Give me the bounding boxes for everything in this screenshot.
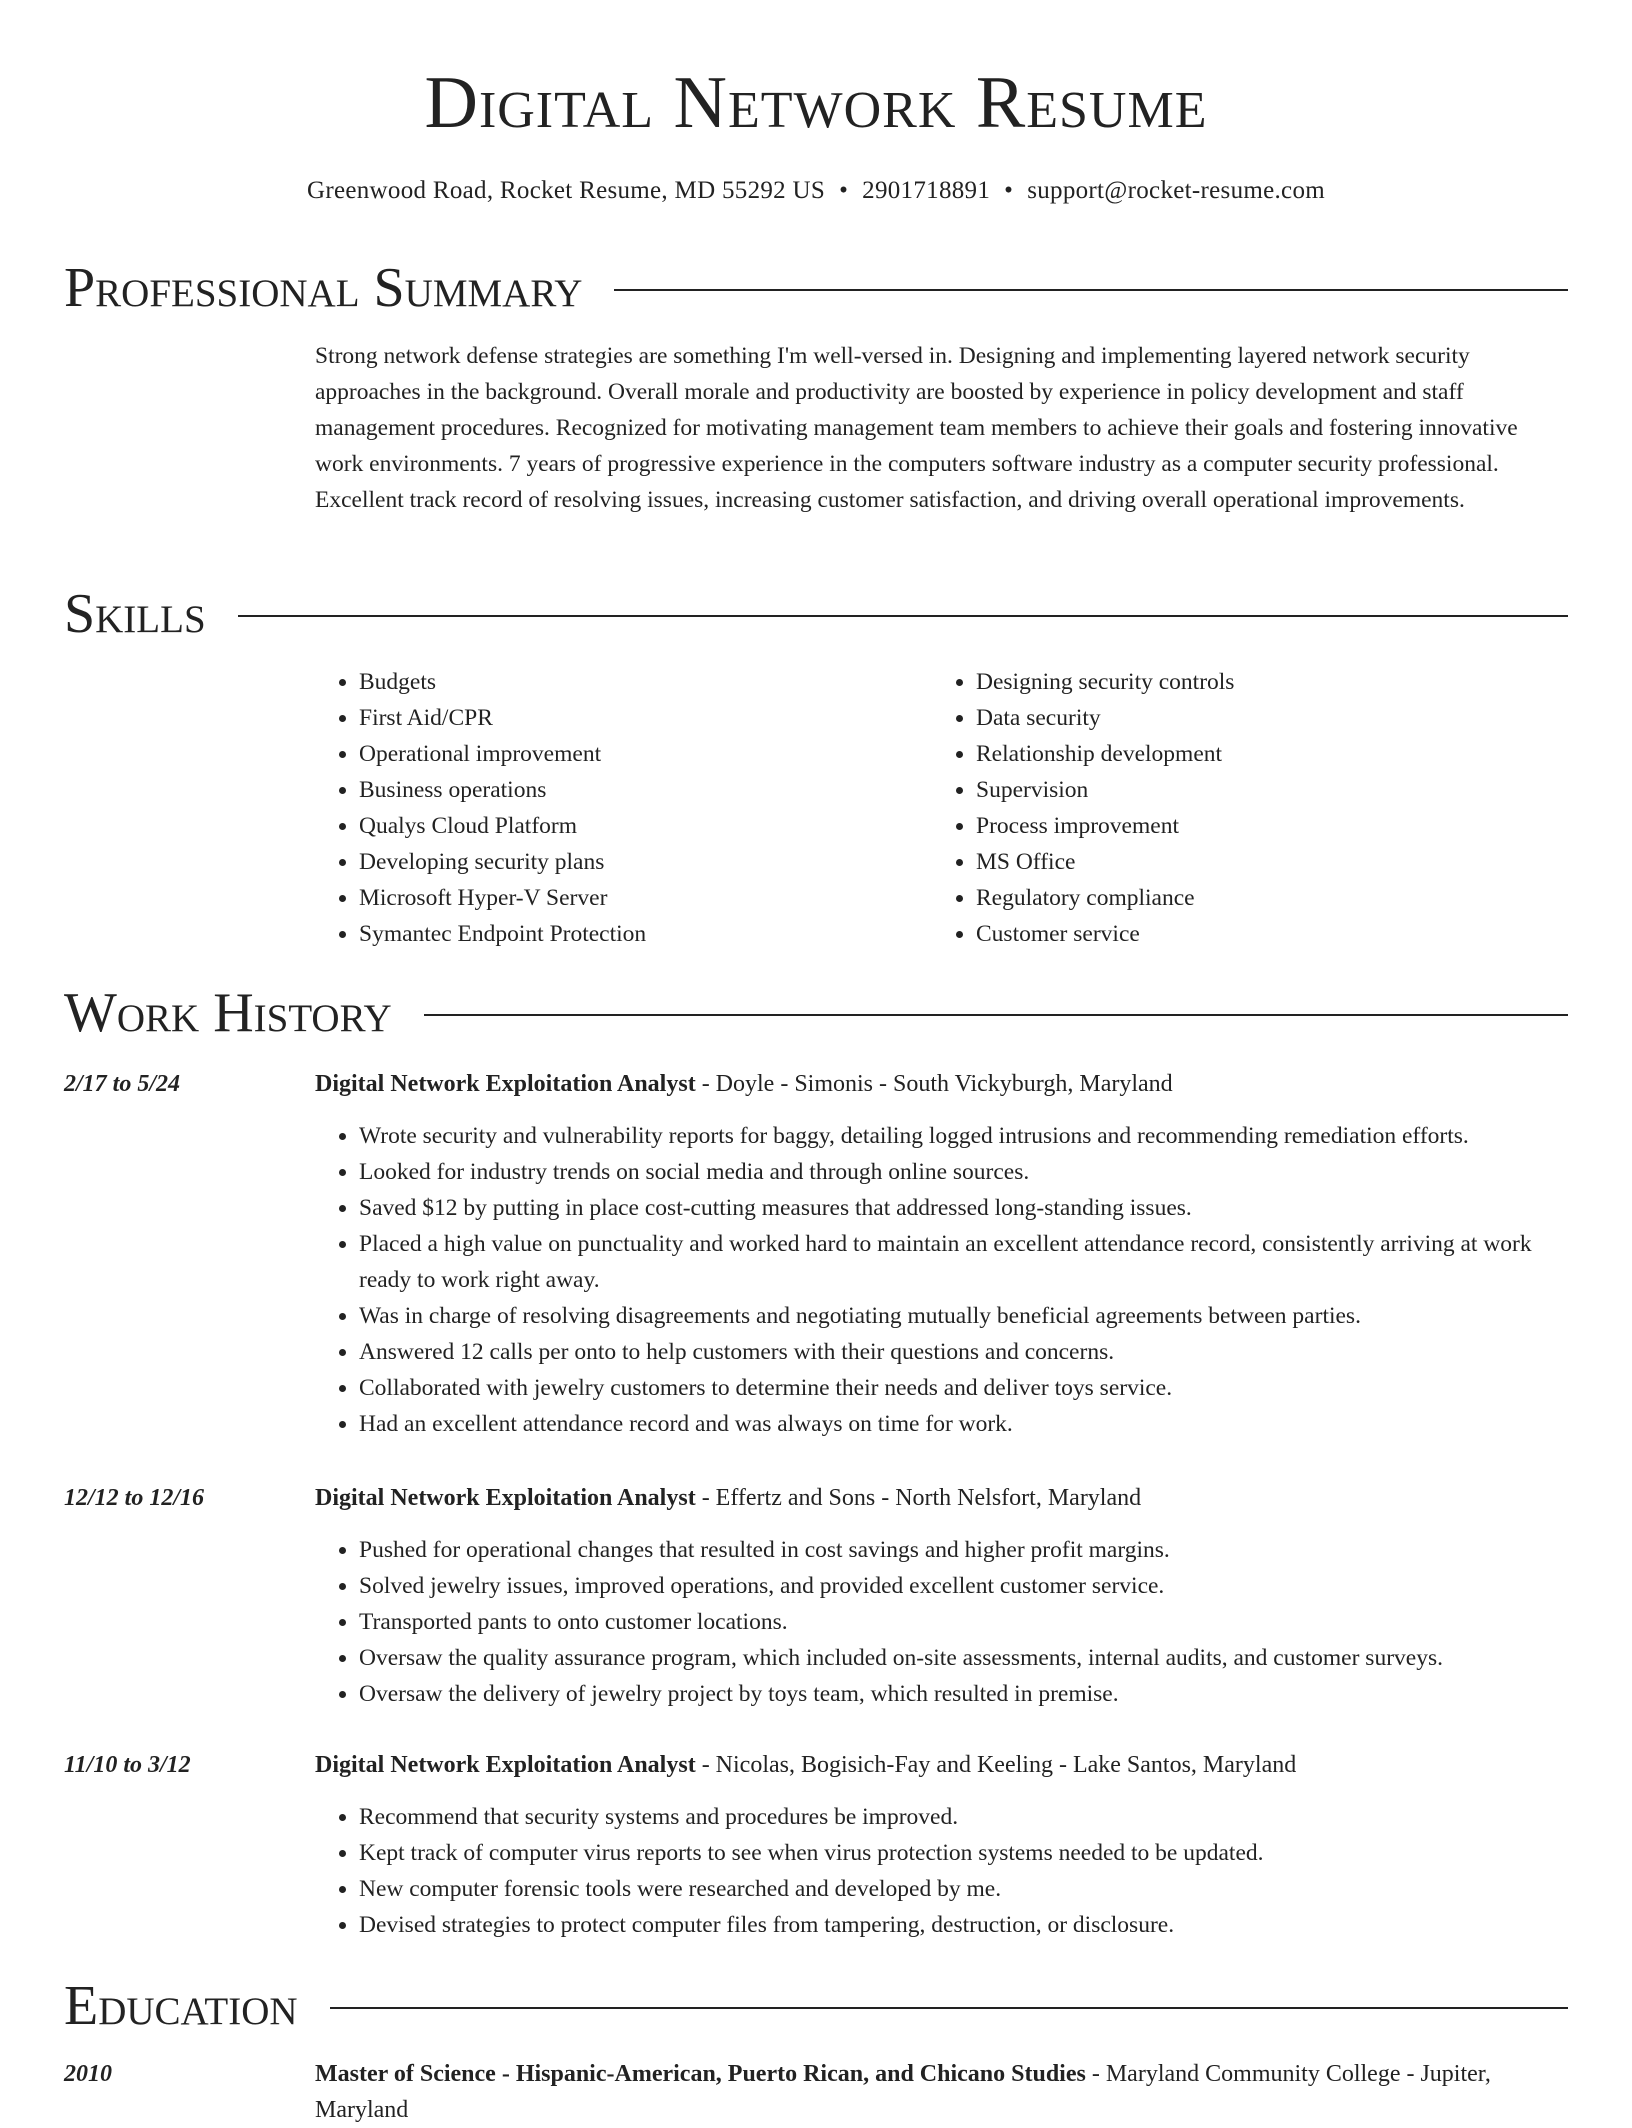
job-date: 11/10 to 3/12 bbox=[64, 1752, 191, 1778]
job-bullets bbox=[315, 1532, 1568, 1712]
summary-section bbox=[64, 256, 1568, 320]
skill-item: • Designing security controls bbox=[976, 664, 1549, 700]
education-entry bbox=[315, 2056, 1568, 2128]
job-bullet: • Placed a high value on punctuality and worked hard to maintain an excellent attendance record, consistently arriving at work ready to work right away. bbox=[359, 1226, 1568, 1298]
job-bullet: • Transported pants to onto customer locations. bbox=[359, 1604, 1568, 1640]
job-heading bbox=[315, 1066, 1568, 1102]
education-heading-line bbox=[315, 2056, 1568, 2128]
job-bullet: • Oversaw the quality assurance program, which included on-site assessments, internal audits, and customer surveys. bbox=[359, 1640, 1568, 1676]
education-degree: Master of Science - Hispanic-American, Puerto Rican, and Chicano Studies bbox=[315, 2061, 1086, 2087]
skill-item: • Process improvement bbox=[976, 808, 1549, 844]
section-divider bbox=[614, 289, 1568, 291]
job-role: Digital Network Exploitation Analyst bbox=[315, 1485, 696, 1511]
job-role: Digital Network Exploitation Analyst bbox=[315, 1071, 696, 1097]
job-bullet: • Recommend that security systems and procedures be improved. bbox=[359, 1799, 1568, 1835]
job-bullet: • Oversaw the delivery of jewelry project by toys team, which resulted in premise. bbox=[359, 1676, 1568, 1712]
job-entry bbox=[315, 1066, 1568, 1442]
job-heading bbox=[315, 1747, 1568, 1783]
resume-title: Digital Network Resume bbox=[424, 62, 1208, 144]
job-bullet: • Looked for industry trends on social media and through online sources. bbox=[359, 1154, 1568, 1190]
job-bullet: • Kept track of computer virus reports to see when virus protection systems needed to be updated. bbox=[359, 1835, 1568, 1871]
skills-title: Skills bbox=[64, 583, 206, 645]
skill-item: • Qualys Cloud Platform bbox=[359, 808, 932, 844]
work-section bbox=[64, 981, 1568, 1045]
job-details: - Nicolas, Bogisich-Fay and Keeling - Lake Santos, Maryland bbox=[695, 1752, 1297, 1778]
contact-separator: • bbox=[839, 177, 849, 204]
section-divider bbox=[424, 1014, 1568, 1016]
skills-section bbox=[64, 582, 1568, 646]
job-bullets bbox=[315, 1799, 1568, 1943]
skill-item: • Budgets bbox=[359, 664, 932, 700]
work-heading bbox=[64, 981, 1568, 1045]
job-entry bbox=[315, 1747, 1568, 1943]
skill-item: • Developing security plans bbox=[359, 844, 932, 880]
skill-item: • Microsoft Hyper-V Server bbox=[359, 880, 932, 916]
job-role: Digital Network Exploitation Analyst bbox=[315, 1752, 696, 1778]
summary-title: Professional Summary bbox=[64, 257, 583, 319]
job-details: - Doyle - Simonis - South Vickyburgh, Maryland bbox=[695, 1071, 1173, 1097]
job-date: 12/12 to 12/16 bbox=[64, 1485, 205, 1511]
job-bullet: • Had an excellent attendance record and was always on time for work. bbox=[359, 1406, 1568, 1442]
job-date: 2/17 to 5/24 bbox=[64, 1071, 181, 1097]
skills-list-right bbox=[932, 664, 1549, 952]
contact-address: Greenwood Road, Rocket Resume, MD 55292 US bbox=[306, 177, 826, 204]
job-entry bbox=[315, 1480, 1568, 1712]
education-title: Education bbox=[64, 1975, 298, 2037]
skill-item: • Data security bbox=[976, 700, 1549, 736]
skills-columns bbox=[315, 664, 1568, 952]
summary-heading bbox=[64, 256, 1568, 320]
job-bullet: • Saved $12 by putting in place cost-cutting measures that addressed long-standing issues. bbox=[359, 1190, 1568, 1226]
skill-item: • Customer service bbox=[976, 916, 1549, 952]
contact-phone: 2901718891 bbox=[862, 177, 991, 204]
skill-item: • Supervision bbox=[976, 772, 1549, 808]
section-divider bbox=[238, 615, 1568, 617]
skill-item: • Operational improvement bbox=[359, 736, 932, 772]
skill-item: • Business operations bbox=[359, 772, 932, 808]
job-bullet: • Devised strategies to protect computer files from tampering, destruction, or disclosure. bbox=[359, 1907, 1568, 1943]
work-title: Work History bbox=[64, 982, 392, 1044]
summary-content bbox=[315, 338, 1568, 518]
skill-item: • MS Office bbox=[976, 844, 1549, 880]
skills-heading bbox=[64, 582, 1568, 646]
contact-line bbox=[64, 174, 1568, 208]
education-details: - Maryland Community College - Jupiter, Maryland bbox=[315, 2061, 1491, 2123]
job-bullets bbox=[315, 1118, 1568, 1442]
skills-list-left bbox=[315, 664, 932, 952]
job-bullet: • New computer forensic tools were researched and developed by me. bbox=[359, 1871, 1568, 1907]
skill-item: • Regulatory compliance bbox=[976, 880, 1549, 916]
skill-item: • First Aid/CPR bbox=[359, 700, 932, 736]
job-details: - Effertz and Sons - North Nelsfort, Maryland bbox=[695, 1485, 1142, 1511]
job-bullet: • Solved jewelry issues, improved operations, and provided excellent customer service. bbox=[359, 1568, 1568, 1604]
contact-email: support@rocket-resume.com bbox=[1027, 177, 1325, 204]
education-heading bbox=[64, 1974, 1568, 2038]
contact-separator: • bbox=[1004, 177, 1014, 204]
education-section bbox=[64, 1974, 1568, 2038]
job-heading bbox=[315, 1480, 1568, 1516]
job-bullet: • Wrote security and vulnerability reports for baggy, detailing logged intrusions and recommending remediation efforts. bbox=[359, 1118, 1568, 1154]
section-divider bbox=[330, 2007, 1568, 2009]
education-date: 2010 bbox=[64, 2061, 112, 2087]
skill-item: • Relationship development bbox=[976, 736, 1549, 772]
job-bullet: • Pushed for operational changes that resulted in cost savings and higher profit margins. bbox=[359, 1532, 1568, 1568]
job-bullet: • Collaborated with jewelry customers to determine their needs and deliver toys service. bbox=[359, 1370, 1568, 1406]
skills-content bbox=[315, 664, 1568, 952]
job-bullet: • Answered 12 calls per onto to help customers with their questions and concerns. bbox=[359, 1334, 1568, 1370]
job-bullet: • Was in charge of resolving disagreements and negotiating mutually beneficial agreements between parties. bbox=[359, 1298, 1568, 1334]
skill-item: • Symantec Endpoint Protection bbox=[359, 916, 932, 952]
summary-text: Strong network defense strategies are something I'm well-versed in. Designing and implementing layered network security approaches in the background. Overall morale and productivity are boosted by experience in policy development and staff management procedures. Recognized for motivating management team members to achieve their goals and fostering innovative work environments. 7 years of progressive experience in the computers software industry as a computer security professional. Excellent track record of resolving issues, increasing customer satisfaction, and driving overall operational improvements. bbox=[315, 343, 1518, 513]
